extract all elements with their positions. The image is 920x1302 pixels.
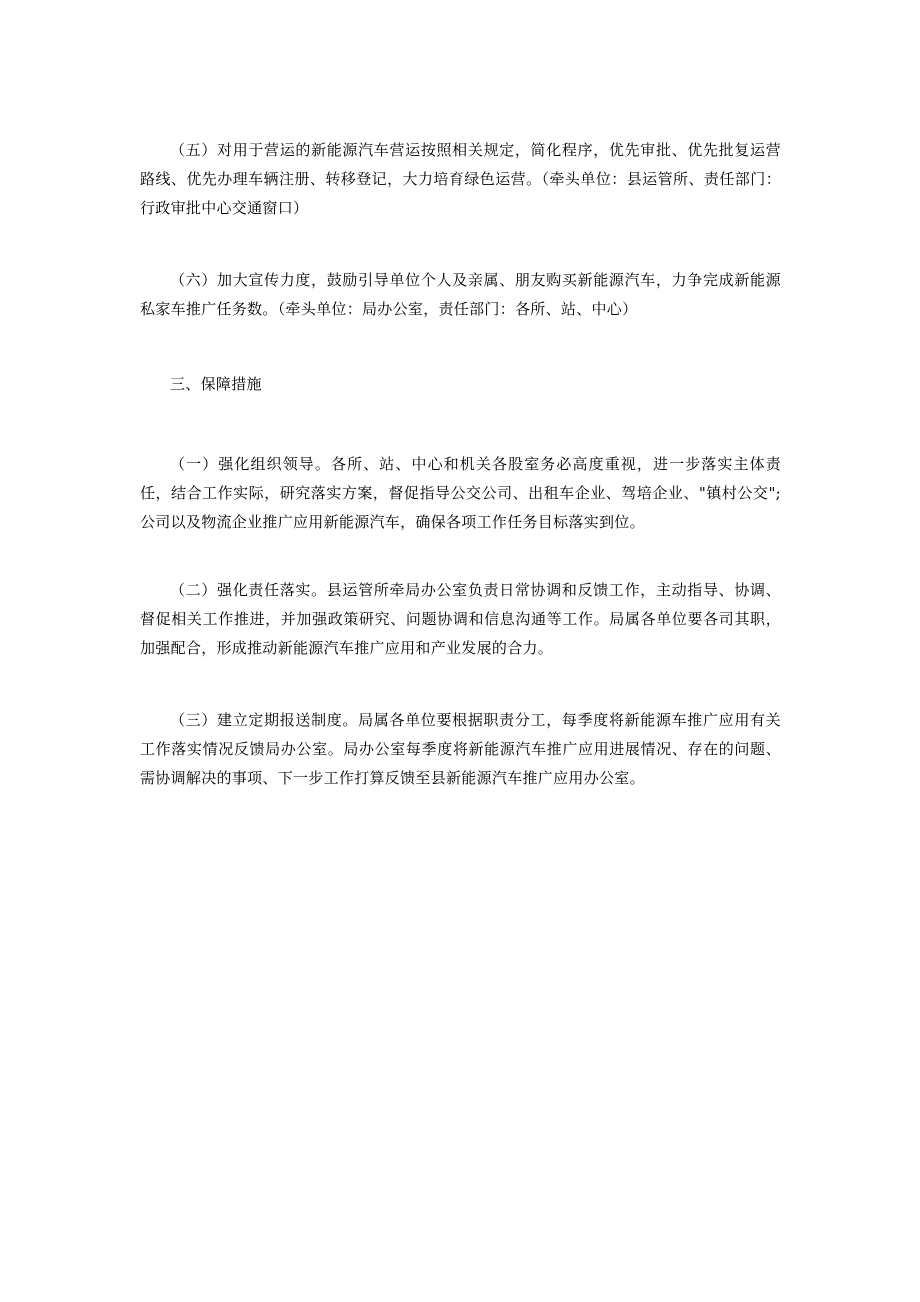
paragraph-measure-3: （三）建立定期报送制度。局属各单位要根据职责分工，每季度将新能源车推广应用有关工作落实情况反馈局办公室。局办公室每季度将新能源汽车推广应用进展情况、存在的问题、需协调解决的事项、下一步工作打算反馈至县新能源汽车推广应用办公室。 xyxy=(140,711,781,787)
paragraph-item-6: （六）加大宣传力度，鼓励引导单位个人及亲属、朋友购买新能源汽车，力争完成新能源私家车推广任务数。（牵头单位：局办公室，责任部门：各所、站、中心） xyxy=(140,271,781,318)
paragraph-measure-1: （一）强化组织领导。各所、站、中心和机关各股室务必高度重视，进一步落实主体责任，结合工作实际，研究落实方案，督促指导公交公司、出租车企业、驾培企业、"镇村公交";公司以及物流企业推广应用新能源汽车，确保各项工作任务目标落实到位。 xyxy=(140,455,781,531)
paragraph-item-5: （五）对用于营运的新能源汽车营运按照相关规定，简化程序，优先审批、优先批复运营路线、优先办理车辆注册、转移登记，大力培育绿色运营。（牵头单位：县运管所、责任部门：行政审批中心交通窗口） xyxy=(140,141,781,217)
section-heading: 三、保障措施 xyxy=(170,375,262,393)
paragraph-measure-2: （二）强化责任落实。县运管所牵局办公室负责日常协调和反馈工作，主动指导、协调、督促相关工作推进，并加强政策研究、问题协调和信息沟通等工作。局属各单位要各司其职，加强配合，形成推动新能源汽车推广应用和产业发展的合力。 xyxy=(140,581,781,657)
